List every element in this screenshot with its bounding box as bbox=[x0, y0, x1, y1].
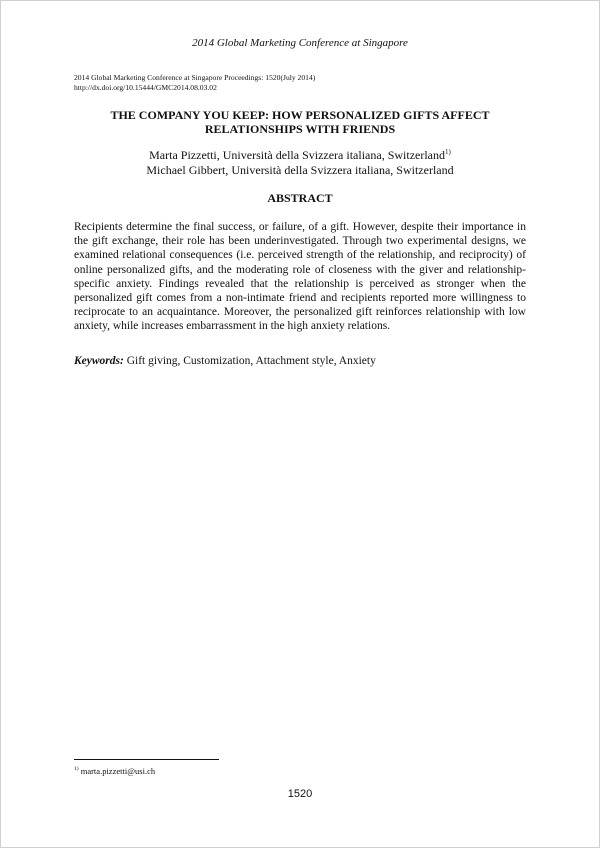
page-number: 1520 bbox=[287, 788, 313, 800]
footnote bbox=[74, 766, 155, 776]
paper-title bbox=[61, 108, 539, 136]
paper-title-line: RELATIONSHIPS WITH FRIENDS bbox=[204, 122, 396, 136]
publication-info bbox=[74, 73, 315, 93]
footnote-divider bbox=[74, 759, 219, 760]
author-list bbox=[61, 148, 539, 178]
keywords-label: Keywords: bbox=[74, 355, 124, 367]
author-name: Marta Pizzetti, Università della Svizzera italiana, Switzerland bbox=[149, 148, 446, 162]
abstract-text: Recipients determine the final success, or failure, of a gift. However, despite their importance in the gift exchange, their role has been underinvestigated. Through two experimental designs, we examined relational consequences (i.e. perceived strength of the relationship, and reciprocity) of online personalized gifts, and the moderating role of closeness with the giver and relationship-specific anxiety. Findings revealed that the relationship is perceived as stronger when the personalized gift comes from a non-intimate friend and recipients reported more willingness to reciprocate to an acquaintance. Moreover, the personalized gift reinforces relationship with low anxiety, while increases embarrassment in the high anxiety relations. bbox=[74, 221, 526, 333]
running-header: 2014 Global Marketing Conference at Singapore bbox=[192, 37, 408, 49]
author-entry bbox=[61, 148, 539, 163]
doi-link[interactable]: http://dx.doi.org/10.15444/GMC2014.08.03.02 bbox=[74, 83, 217, 92]
author-entry bbox=[61, 163, 539, 178]
keywords-line bbox=[74, 355, 526, 367]
author-name: Michael Gibbert, Università della Svizzera italiana, Switzerland bbox=[146, 163, 454, 177]
abstract-heading: ABSTRACT bbox=[267, 191, 333, 205]
proceedings-citation: 2014 Global Marketing Conference at Singapore Proceedings: 1520(July 2014) bbox=[74, 73, 316, 82]
footnote-marker[interactable]: 1) bbox=[445, 148, 451, 156]
footnote-email[interactable]: marta.pizzetti@usi.ch bbox=[80, 766, 156, 776]
footnote-mark: 1) bbox=[74, 766, 79, 772]
keywords-text: Gift giving, Customization, Attachment style, Anxiety bbox=[126, 355, 376, 367]
paper-title-line: THE COMPANY YOU KEEP: HOW PERSONALIZED GIFTS AFFECT bbox=[110, 108, 490, 122]
